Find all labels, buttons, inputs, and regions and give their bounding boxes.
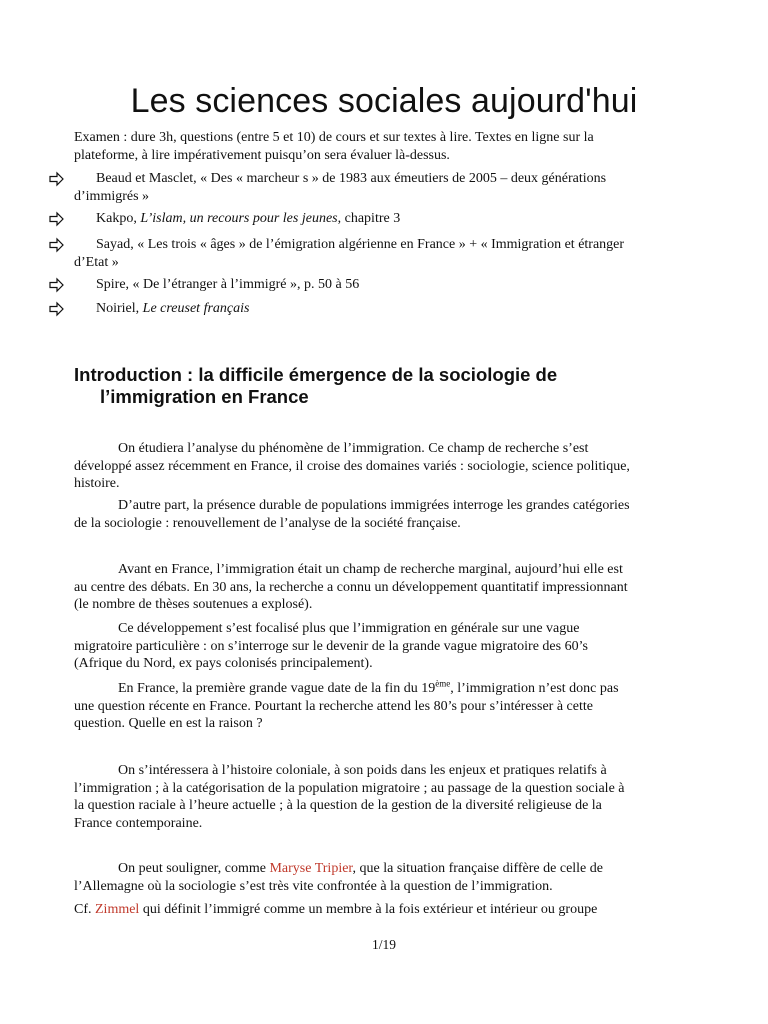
reading-list-item bbox=[0, 170, 674, 206]
text-line: On peut souligner, comme bbox=[118, 861, 270, 876]
author-link[interactable]: Zimmel bbox=[95, 902, 140, 917]
page-number: 1/19 bbox=[371, 937, 396, 952]
reading-list-item bbox=[0, 210, 674, 228]
paragraph-5 bbox=[74, 680, 694, 733]
paragraph-1 bbox=[74, 440, 694, 493]
paragraph-3 bbox=[74, 561, 694, 614]
paragraph-8 bbox=[74, 901, 704, 919]
text-line: qui définit l’immigré comme un membre à la fois extérieur et intérieur ou groupe bbox=[139, 902, 598, 917]
arrow-bullet-icon bbox=[48, 170, 66, 188]
reading-list-item bbox=[0, 276, 674, 294]
superscript: ème bbox=[435, 678, 451, 689]
text-line: question. Quelle en est la raison ? bbox=[74, 716, 263, 731]
paragraph-2 bbox=[74, 497, 694, 532]
text-line: développé assez récemment en France, il croise des domaines variés : sociologie, science politique, bbox=[74, 458, 630, 474]
arrow-bullet-icon bbox=[48, 236, 66, 254]
text-line: En France, la première grande vague date de la fin du 19 bbox=[118, 681, 436, 696]
text-line: France contemporaine. bbox=[74, 815, 203, 831]
arrow-bullet-icon bbox=[48, 210, 66, 228]
text-line: D’autre part, la présence durable de populations immigrées interroge les grandes catégories bbox=[118, 498, 630, 513]
text-line: l’Allemagne où la sociologie s’est très vite confrontée à la question de l’immigration. bbox=[74, 878, 553, 894]
reading-list-item bbox=[0, 236, 674, 272]
paragraph-7 bbox=[74, 860, 694, 895]
author-link[interactable]: Maryse Tripier bbox=[269, 861, 353, 876]
reference-text-cont: d’immigrés » bbox=[74, 189, 150, 204]
text-line: On étudiera l’analyse du phénomène de l’immigration. Ce champ de recherche s’est bbox=[118, 441, 589, 456]
text-line: au centre des débats. En 30 ans, la recherche a connu un développement quantitatif impressionnant bbox=[74, 579, 628, 595]
paragraph-4 bbox=[74, 620, 694, 673]
reference-text: Beaud et Masclet, « Des « marcheur s » de 1983 aux émeutiers de 2005 – deux générations bbox=[96, 171, 607, 186]
text-line: la question raciale à l’heure actuelle ; à la question de la gestion de la diversité religieuse de la bbox=[74, 798, 602, 813]
exam-line-2: plateforme, à lire impérativement puisqu’on sera évaluer là-dessus. bbox=[74, 148, 450, 163]
reference-book-title: Le creuset français bbox=[142, 301, 250, 316]
arrow-bullet-icon bbox=[48, 300, 66, 318]
reference-author: Kakpo, bbox=[96, 211, 141, 226]
text-line: , l’immigration n’est donc pas bbox=[450, 681, 619, 696]
text-line: Ce développement s’est focalisé plus que l’immigration en générale sur une vague bbox=[118, 621, 580, 636]
section-heading bbox=[74, 364, 674, 408]
paragraph-6 bbox=[74, 762, 694, 832]
text-line: On s’intéressera à l’histoire coloniale, à son poids dans les enjeux et pratiques relatifs à bbox=[118, 763, 607, 778]
text-line: , que la situation française diffère de celle de bbox=[352, 861, 603, 876]
text-line: l’immigration ; à la catégorisation de la population migratoire ; au passage de la question sociale à bbox=[74, 780, 625, 796]
section-heading-line-2: l’immigration en France bbox=[100, 386, 309, 407]
text-line: de la sociologie : renouvellement de l’analyse de la société française. bbox=[74, 515, 461, 531]
text-line: histoire. bbox=[74, 476, 120, 491]
text-line: une question récente en France. Pourtant la recherche attend les 80’s pour s’intéresser à cette bbox=[74, 698, 593, 714]
reference-book-title: L’islam, un recours pour les jeunes bbox=[140, 211, 338, 226]
reference-text: Sayad, « Les trois « âges » de l’émigration algérienne en France » + « Immigration et étranger bbox=[96, 237, 625, 252]
section-heading-line-1: Introduction : la difficile émergence de la sociologie de bbox=[74, 364, 558, 385]
document-title: Les sciences sociales aujourd'hui bbox=[130, 82, 638, 120]
text-line: (Afrique du Nord, ex pays colonisés principalement). bbox=[74, 656, 373, 671]
reference-text: Spire, « De l’étranger à l’immigré », p. 50 à 56 bbox=[96, 277, 360, 292]
reference-author: Noiriel, bbox=[96, 301, 143, 316]
reference-suffix: , chapitre 3 bbox=[337, 211, 401, 226]
text-line: Cf. bbox=[74, 902, 95, 917]
reading-list-item bbox=[0, 300, 674, 318]
text-line: (le nombre de thèses soutenues a explosé). bbox=[74, 597, 313, 612]
reference-text-cont: d’Etat » bbox=[74, 255, 119, 270]
arrow-bullet-icon bbox=[48, 276, 66, 294]
text-line: Avant en France, l’immigration était un champ de recherche marginal, aujourd’hui elle est bbox=[118, 562, 623, 577]
exam-info bbox=[74, 129, 674, 165]
text-line: migratoire particulière : on s’interroge sur le devenir de la grande vague migratoire des 60’s bbox=[74, 638, 588, 654]
exam-line-1: Examen : dure 3h, questions (entre 5 et 10) de cours et sur textes à lire. Textes en ligne sur la bbox=[74, 130, 594, 145]
